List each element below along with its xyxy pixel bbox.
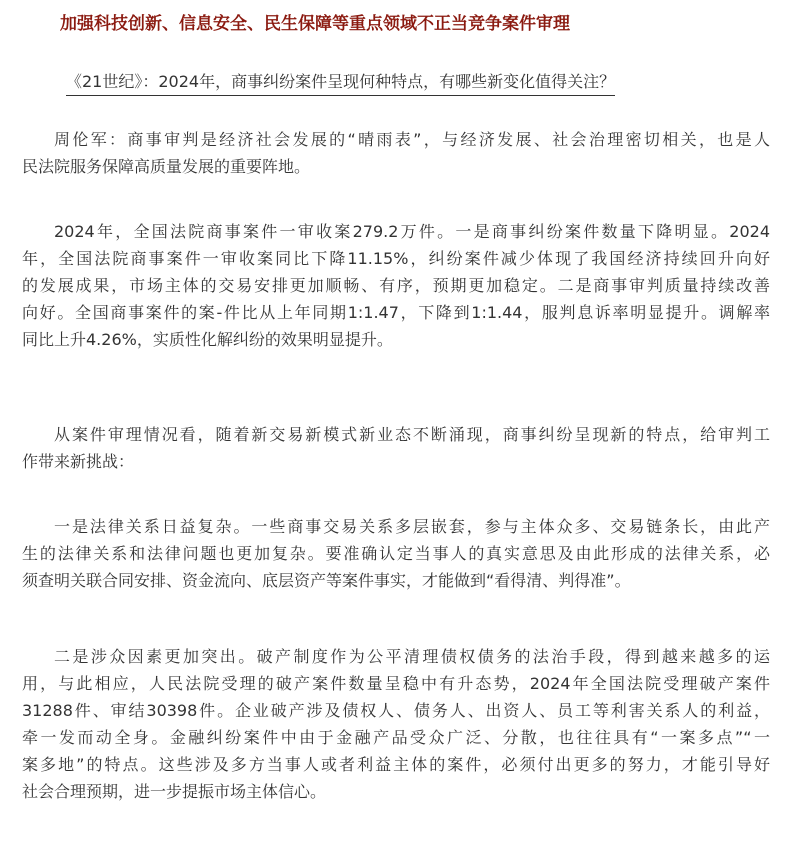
text-line: 年，全国法院商事案件一审收案同比下降11.15%，纠纷案件减少体现了我国经济持续回升向好 bbox=[22, 249, 770, 268]
text-line: 民法院服务保障高质量发展的重要阵地。 bbox=[22, 157, 311, 176]
text-line: 31288件、审结30398件。企业破产涉及债权人、债务人、出资人、员工等利害关系人的利益， bbox=[22, 701, 770, 720]
text-line: 作带来新挑战： bbox=[22, 452, 135, 471]
text-line: 同比上升4.26%，实质性化解纠纷的效果明显提升。 bbox=[22, 330, 393, 349]
text-line: 用，与此相应，人民法院受理的破产案件数量呈稳中有升态势，2024年全国法院受理破产案件 bbox=[22, 674, 770, 693]
paragraph-intro bbox=[22, 126, 770, 180]
text-line: 从案件审理情况看，随着新交易新模式新业态不断涌现，商事纠纷呈现新的特点，给审判工 bbox=[54, 425, 770, 444]
paragraph-new-challenges bbox=[22, 421, 770, 475]
text-line: 案多地”的特点。这些涉及多方当事人或者利益主体的案件，必须付出更多的努力，才能引导好 bbox=[22, 755, 770, 774]
text-line: 二是涉众因素更加突出。破产制度作为公平清理债权债务的法治手段，得到越来越多的运 bbox=[54, 647, 770, 666]
text-line: 向好。全国商事案件的案-件比从上年同期1:1.47，下降到1:1.44，服判息诉率明显提升。调解率 bbox=[22, 303, 770, 322]
text-line: 的发展成果，市场主体的交易安排更加顺畅、有序，预期更加稳定。二是商事审判质量持续改善 bbox=[22, 276, 770, 295]
text-line: 须查明关联合同安排、资金流向、底层资产等案件事实，才能做到“看得清、判得准”。 bbox=[22, 571, 631, 590]
text-line: 牵一发而动全身。金融纠纷案件中由于金融产品受众广泛、分散，也往往具有“一案多点”“一 bbox=[22, 728, 770, 747]
section-heading: 加强科技创新、信息安全、民生保障等重点领域不正当竞争案件审理 bbox=[60, 14, 570, 34]
interview-question: 《21世纪》：2024年，商事纠纷案件呈现何种特点，有哪些新变化值得关注？ bbox=[66, 70, 615, 96]
text-line: 2024年，全国法院商事案件一审收案279.2万件。一是商事纠纷案件数量下降明显。2024 bbox=[54, 222, 770, 241]
text-line: 社会合理预期，进一步提振市场主体信心。 bbox=[22, 782, 327, 801]
text-line: 生的法律关系和法律问题也更加复杂。要准确认定当事人的真实意思及由此形成的法律关系，必 bbox=[22, 544, 770, 563]
paragraph-mass-involvement bbox=[22, 643, 770, 805]
paragraph-legal-complexity bbox=[22, 513, 770, 594]
paragraph-statistics bbox=[22, 218, 770, 353]
text-line: 一是法律关系日益复杂。一些商事交易关系多层嵌套，参与主体众多、交易链条长，由此产 bbox=[54, 517, 770, 536]
text-line: 周伦军：商事审判是经济社会发展的“晴雨表”，与经济发展、社会治理密切相关，也是人 bbox=[54, 130, 770, 149]
